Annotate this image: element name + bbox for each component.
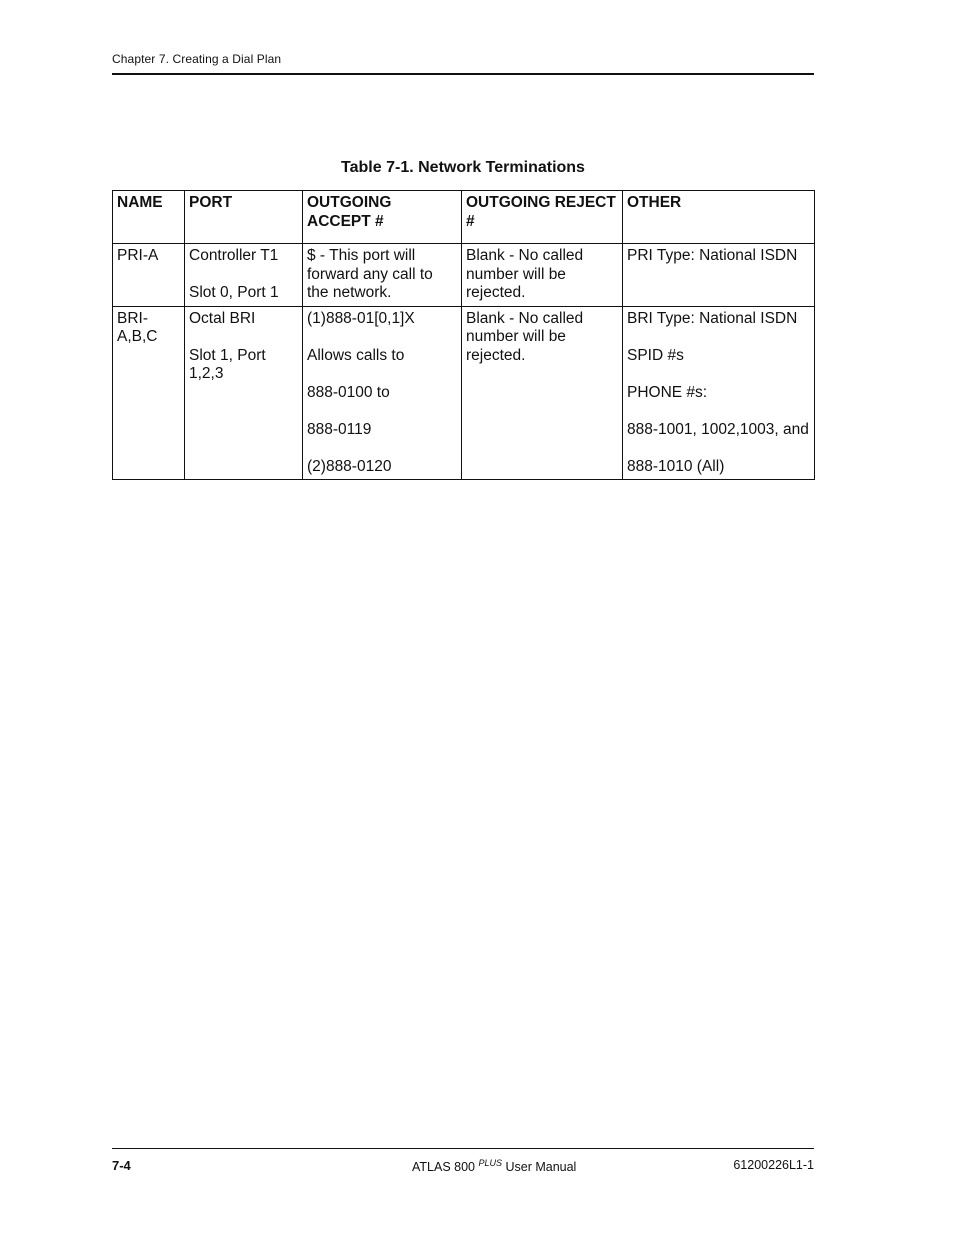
document-number: 61200226L1-1 [733, 1158, 814, 1172]
network-terminations-table [112, 190, 815, 480]
column-header-name: NAME [113, 191, 185, 240]
cell-text: Slot 0, Port 1 [189, 284, 279, 301]
table-row [113, 244, 815, 307]
table-row [113, 306, 815, 480]
cell-text: (1)888-01[0,1]X [307, 309, 415, 327]
cell-gap [307, 439, 457, 458]
cell-gap [627, 439, 810, 458]
cell-text: $ - This port will forward any call to the network. [307, 247, 433, 301]
column-header-other: OTHER [623, 191, 815, 240]
cell-text: 888-1010 (All) [627, 457, 725, 475]
cell-text: 888-1001, 1002,1003, and [627, 420, 809, 438]
table-header-row [113, 191, 815, 240]
manual-title-suffix: User Manual [502, 1160, 577, 1175]
cell-text: 888-0100 to [307, 383, 390, 401]
cell-text: PHONE #s: [627, 383, 708, 401]
cell-gap [189, 266, 298, 285]
cell-text: Blank - No called number will be rejected. [466, 247, 584, 301]
other-cell [623, 306, 815, 480]
cell-text: Octal BRI [189, 309, 256, 327]
cell-text: SPID #s [627, 346, 684, 364]
manual-title-prefix: ATLAS 800 [412, 1160, 479, 1175]
cell-text: Allows calls to [307, 346, 405, 364]
cell-gap [627, 328, 810, 347]
name-cell [113, 306, 185, 480]
cell-text: PRI Type: National ISDN [627, 247, 798, 264]
column-header-outgoing-accept: OUTGOING ACCEPT # [303, 191, 462, 240]
other-cell [623, 244, 815, 307]
cell-text: Slot 1, Port 1,2,3 [189, 346, 266, 382]
page-number: 7-4 [112, 1158, 131, 1173]
cell-text: (2)888-0120 [307, 457, 392, 475]
outgoing-accept-cell [303, 244, 462, 307]
cell-gap [627, 402, 810, 421]
cell-gap [307, 365, 457, 384]
manual-title-superscript: PLUS [478, 1158, 502, 1168]
cell-text: BRI-A,B,C [117, 309, 158, 345]
outgoing-accept-cell [303, 306, 462, 480]
cell-text: Blank - No called number will be rejected. [466, 309, 584, 364]
outgoing-reject-cell [462, 306, 623, 480]
header-rule [112, 73, 814, 75]
running-header: Chapter 7. Creating a Dial Plan [112, 52, 282, 66]
cell-gap [189, 328, 298, 347]
cell-text: 888-0119 [307, 420, 372, 438]
table-caption: Table 7-1. Network Terminations [341, 159, 585, 176]
port-cell [185, 244, 303, 307]
footer-rule [112, 1148, 814, 1149]
port-cell [185, 306, 303, 480]
name-cell [113, 244, 185, 307]
outgoing-reject-cell [462, 244, 623, 307]
cell-text: PRI-A [117, 247, 159, 264]
column-header-port: PORT [185, 191, 303, 240]
cell-gap [307, 328, 457, 347]
cell-gap [307, 402, 457, 421]
cell-gap [627, 365, 810, 384]
column-header-outgoing-reject: OUTGOING REJECT # [462, 191, 623, 240]
cell-text: BRI Type: National ISDN [627, 309, 798, 327]
manual-title [412, 1158, 576, 1174]
cell-text: Controller T1 [189, 247, 279, 264]
